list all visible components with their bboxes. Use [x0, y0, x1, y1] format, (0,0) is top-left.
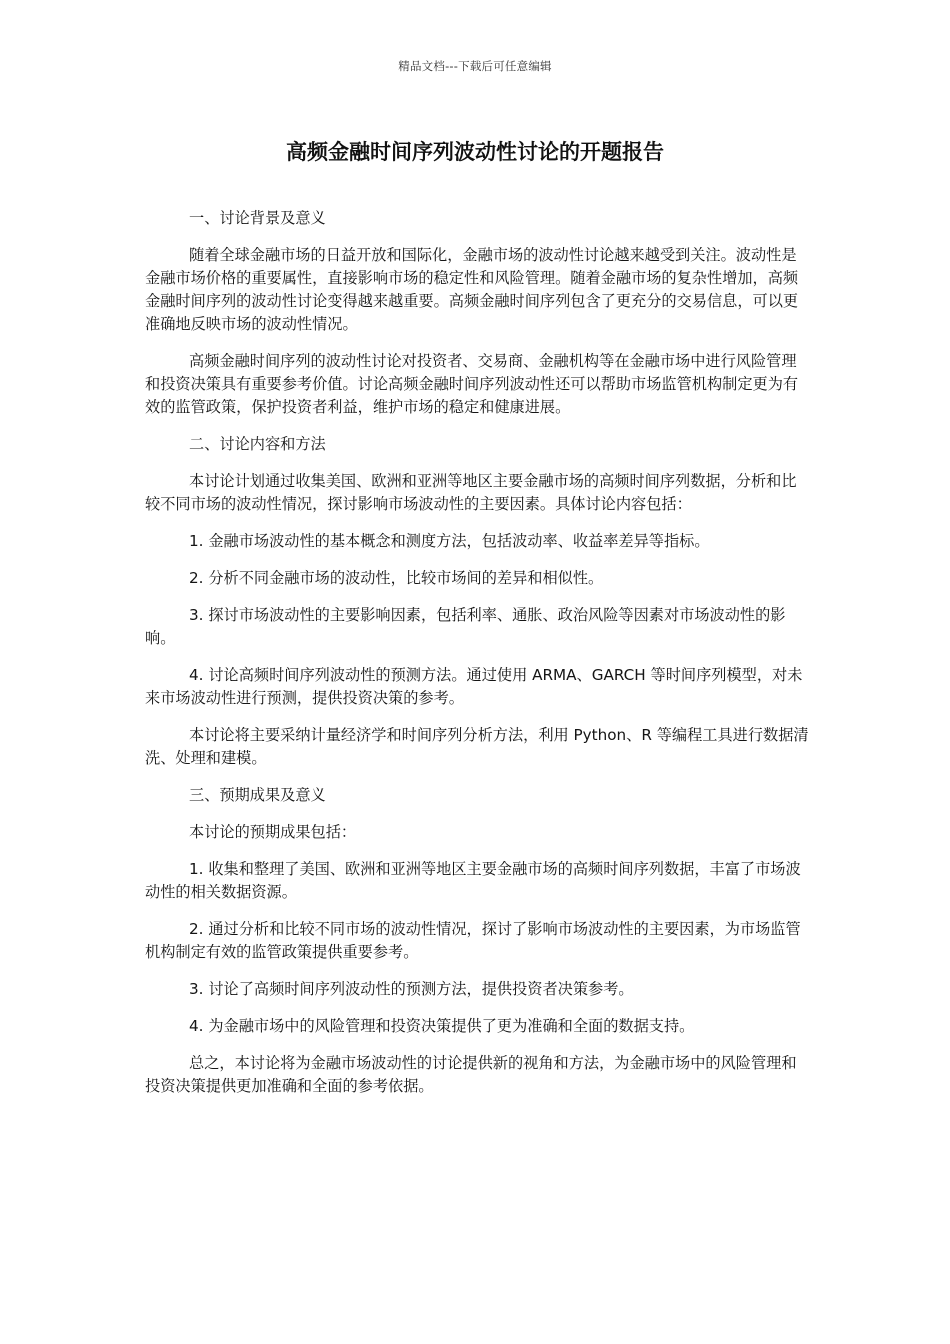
paragraph-background-2: 高频金融时间序列的波动性讨论对投资者、交易商、金融机构等在金融市场中进行风险管理和投资决策具有重要参考价值。讨论高频金融时间序列波动性还可以帮助市场监管机构制定更为有效的监管政策，保护投资者利益，维护市场的稳定和健康进展。	[145, 352, 799, 416]
list-item-result-4: 4. 为金融市场中的风险管理和投资决策提供了更为准确和全面的数据支持。	[189, 1017, 695, 1035]
document-title: 高频金融时间序列波动性讨论的开题报告	[286, 140, 664, 164]
list-item-content-4: 4. 讨论高频时间序列波动性的预测方法。通过使用 ARMA、GARCH 等时间序列模型，对未来市场波动性进行预测，提供投资决策的参考。	[145, 666, 803, 707]
paragraph-background-1: 随着全球金融市场的日益开放和国际化，金融市场的波动性讨论越来越受到关注。波动性是金融市场价格的重要属性，直接影响市场的稳定性和风险管理。随着金融市场的复杂性增加，高频金融时间序列的波动性讨论变得越来越重要。高频金融时间序列包含了更充分的交易信息，可以更准确地反映市场的波动性情况。	[145, 246, 799, 333]
paragraph-methods: 本讨论将主要采纳计量经济学和时间序列分析方法，利用 Python、R 等编程工具进行数据清洗、处理和建模。	[145, 726, 809, 767]
list-item-result-3: 3. 讨论了高频时间序列波动性的预测方法，提供投资者决策参考。	[189, 980, 634, 998]
list-item-content-1: 1. 金融市场波动性的基本概念和测度方法，包括波动率、收益率差异等指标。	[189, 532, 710, 550]
paragraph-results-intro: 本讨论的预期成果包括：	[189, 823, 357, 841]
list-item-result-2: 2. 通过分析和比较不同市场的波动性情况，探讨了影响市场波动性的主要因素，为市场监管机构制定有效的监管政策提供重要参考。	[145, 920, 801, 961]
section-heading-results: 三、预期成果及意义	[189, 786, 326, 804]
paragraph-conclusion: 总之，本讨论将为金融市场波动性的讨论提供新的视角和方法，为金融市场中的风险管理和投资决策提供更加准确和全面的参考依据。	[145, 1054, 797, 1095]
list-item-result-1: 1. 收集和整理了美国、欧洲和亚洲等地区主要金融市场的高频时间序列数据，丰富了市场波动性的相关数据资源。	[145, 860, 801, 901]
list-item-content-3: 3. 探讨市场波动性的主要影响因素，包括利率、通胀、政治风险等因素对市场波动性的影响。	[145, 606, 786, 647]
list-item-content-2: 2. 分析不同金融市场的波动性，比较市场间的差异和相似性。	[189, 569, 604, 587]
section-heading-content-method: 二、讨论内容和方法	[189, 435, 326, 453]
paragraph-plan: 本讨论计划通过收集美国、欧洲和亚洲等地区主要金融市场的高频时间序列数据，分析和比较不同市场的波动性情况，探讨影响市场波动性的主要因素。具体讨论内容包括：	[145, 472, 797, 513]
header-note: 精品文档---下载后可任意编辑	[398, 59, 552, 73]
document-body	[145, 207, 810, 1112]
section-heading-background: 一、讨论背景及意义	[189, 209, 326, 227]
